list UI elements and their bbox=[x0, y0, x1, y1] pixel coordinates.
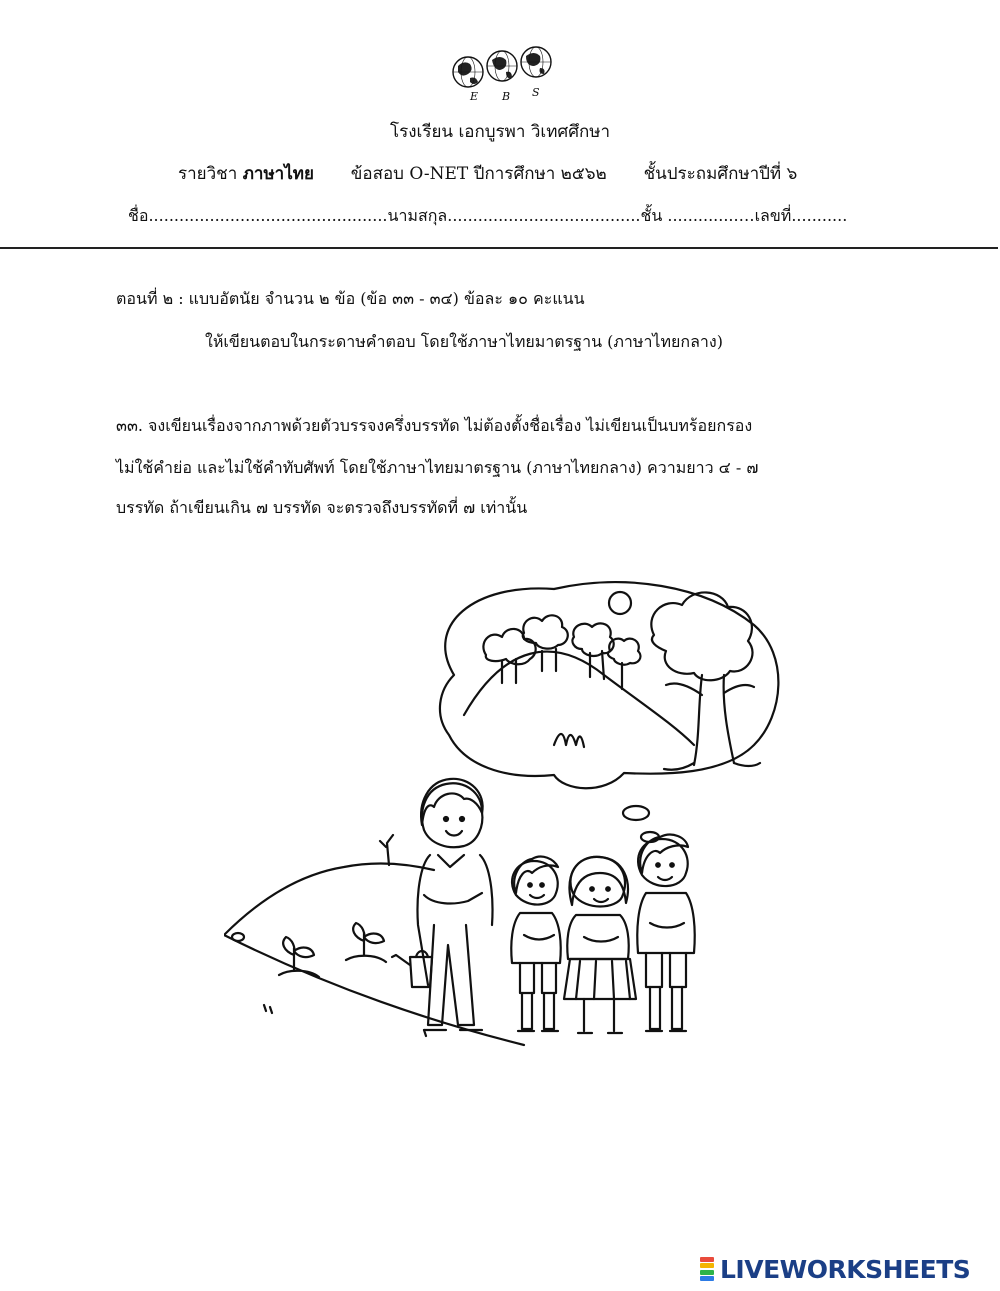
question-line: ไม่ใช้คำย่อ และไม่ใช้คำทับศัพท์ โดยใช้ภาษาไทยมาตรฐาน (ภาษาไทยกลาง) ความยาว ๔ - ๗ bbox=[116, 458, 759, 477]
thought-bubble bbox=[440, 582, 778, 842]
school-name: โรงเรียน เอกบูรพา วิเทศศึกษา bbox=[389, 122, 611, 142]
subject-line bbox=[178, 160, 797, 187]
liveworksheets-text: LIVEWORKSHEETS bbox=[720, 1254, 971, 1284]
boy-figure bbox=[511, 857, 560, 1031]
part-title: ตอนที่ ๒ : แบบอัตนัย จำนวน ๒ ข้อ (ข้อ ๓๓ - ๓๔) ข้อละ ๑๐ คะแนน bbox=[116, 289, 585, 308]
subject-prefix: รายวิชา bbox=[178, 164, 238, 184]
logo-letter-b: B bbox=[502, 90, 511, 102]
grade-level: ชั้นประถมศึกษาปีที่ ๖ bbox=[643, 164, 798, 184]
header-divider bbox=[0, 247, 998, 249]
teacher-children-planting-trees-illustration bbox=[224, 575, 784, 1065]
question-line: ๓๓. จงเขียนเรื่องจากภาพด้วยตัวบรรจงครึ่งบรรทัด ไม่ต้องตั้งชื่อเรื่อง ไม่เขียนเป็นบทร้อยกรอง bbox=[116, 416, 753, 435]
girl-figure bbox=[564, 857, 636, 1033]
logo-letter-e: E bbox=[470, 90, 479, 102]
large-tree bbox=[651, 592, 760, 769]
boy-figure bbox=[637, 835, 694, 1031]
exam-title: ข้อสอบ O-NET ปีการศึกษา ๒๕๖๒ bbox=[350, 164, 607, 184]
student-info-line: ชื่อ...............................................นามสกุล......................................ชั้น ..............…เลขที่........... bbox=[128, 206, 848, 225]
liveworksheets-brand bbox=[700, 1255, 970, 1283]
part-instruction: ให้เขียนตอบในกระดาษคำตอบ โดยใช้ภาษาไทยมาตรฐาน (ภาษาไทยกลาง) bbox=[205, 332, 723, 351]
sun-icon bbox=[609, 592, 631, 614]
question-line: บรรทัด ถ้าเขียนเกิน ๗ บรรทัด จะตรวจถึงบรรทัดที่ ๗ เท่านั้น bbox=[116, 498, 528, 517]
liveworksheets-logo-icon bbox=[700, 1257, 714, 1281]
sprout-icon bbox=[279, 923, 386, 977]
hill bbox=[224, 863, 434, 935]
logo-letter-s: S bbox=[532, 86, 540, 99]
subject-name: ภาษาไทย bbox=[242, 164, 314, 184]
teacher-figure bbox=[418, 779, 493, 1030]
school-logo-globes-icon bbox=[448, 44, 558, 102]
